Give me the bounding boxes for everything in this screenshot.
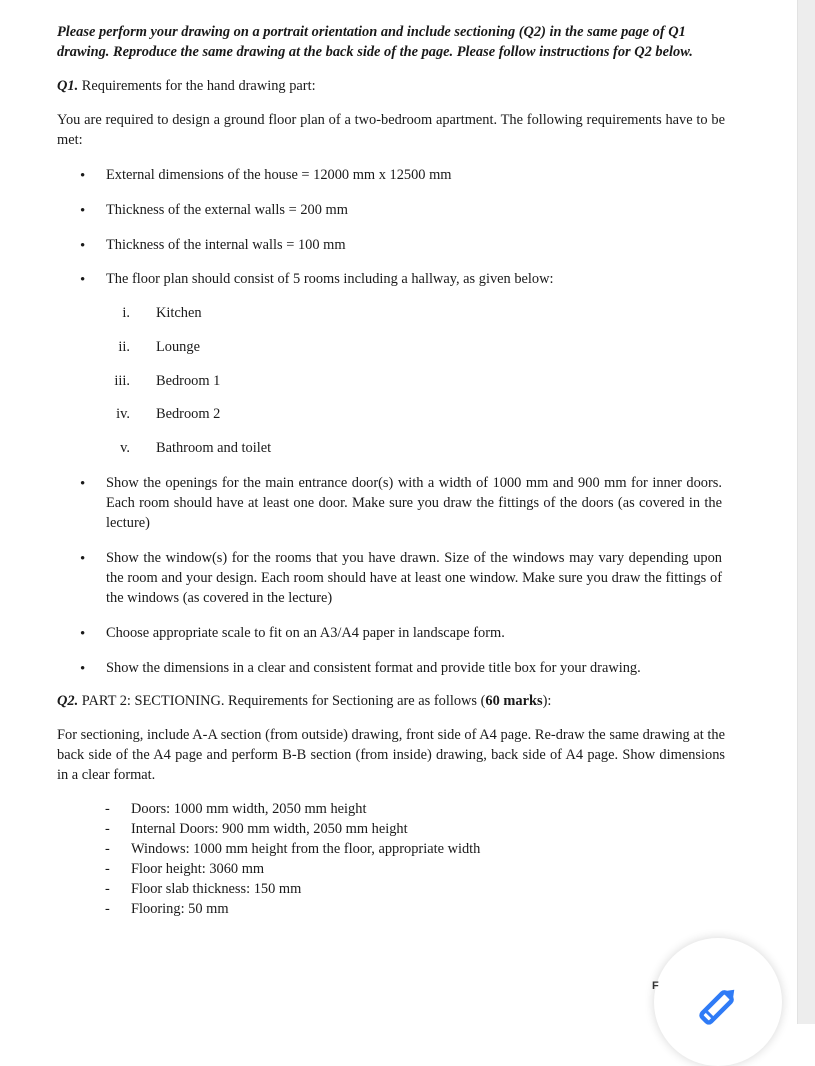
dash-marker: - <box>105 821 110 837</box>
bullet-doors: Show the openings for the main entrance door(s) with a width of 1000 mm and 900 mm for inner doors. Each room should have at least one door. Make sure you draw the fittings of the doors (as covered in the lecture) <box>106 475 722 531</box>
fab-label: F <box>652 980 659 992</box>
bullet-marker: • <box>80 626 86 642</box>
bullet-floor-plan: The floor plan should consist of 5 rooms including a hallway, as given below: <box>106 271 554 287</box>
dash-marker: - <box>105 841 110 857</box>
q2-label: Q2. <box>57 693 79 709</box>
bullet-external-dimensions: External dimensions of the house = 12000 mm x 12500 mm <box>106 167 452 183</box>
scrollbar-track[interactable] <box>797 0 815 1024</box>
room-bedroom-2: Bedroom 2 <box>156 406 221 422</box>
bullet-internal-walls: Thickness of the internal walls = 100 mm <box>106 237 346 253</box>
room-bathroom: Bathroom and toilet <box>156 440 272 456</box>
q1-heading-text: Requirements for the hand drawing part: <box>78 78 316 94</box>
room-number: i. <box>122 305 130 321</box>
q2-heading-text: PART 2: SECTIONING. Requirements for Sectioning are as follows ( <box>78 693 486 709</box>
spec-floor-height: Floor height: 3060 mm <box>131 861 265 877</box>
bullet-marker: • <box>80 476 86 492</box>
q2-heading <box>57 691 725 711</box>
room-number: iv. <box>116 406 130 422</box>
spec-windows: Windows: 1000 mm height from the floor, appropriate width <box>131 841 481 857</box>
bullet-marker: • <box>80 551 86 567</box>
q2-marks: 60 marks <box>485 693 543 709</box>
q2-heading-end: ): <box>542 693 552 709</box>
q1-description: You are required to design a ground floor plan of a two-bedroom apartment. The following requirements have to be met: <box>57 112 725 148</box>
bullet-marker: • <box>80 238 86 254</box>
dash-marker: - <box>105 801 110 817</box>
room-number: iii. <box>114 373 130 389</box>
room-number: ii. <box>118 339 130 355</box>
bullet-windows: Show the window(s) for the rooms that you have drawn. Size of the windows may vary depending upon the room and your design. Each room should have at least one window. Make sure you draw the fittings of the windows (as covered in the lecture) <box>106 550 722 606</box>
intro-line-1: Please perform your drawing on a portrait orientation and include sectioning (Q2) in the same page of Q1 <box>57 24 686 40</box>
dash-marker: - <box>105 861 110 877</box>
q2-description: For sectioning, include A-A section (from outside) drawing, front side of A4 page. Re-draw the same drawing at the back side of the A4 page and perform B-B section (from inside) drawing, back side of A4 page. Show dimensions in a clear format. <box>57 727 725 783</box>
bullet-marker: • <box>80 203 86 219</box>
intro-line-2: drawing. Reproduce the same drawing at the back side of the page. Please follow instructions for Q2 below. <box>57 44 693 60</box>
bullet-dimensions: Show the dimensions in a clear and consistent format and provide title box for your drawing. <box>106 660 641 676</box>
q1-label: Q1. <box>57 78 79 94</box>
spec-flooring: Flooring: 50 mm <box>131 901 229 917</box>
spec-internal-doors: Internal Doors: 900 mm width, 2050 mm height <box>131 821 408 837</box>
room-number: v. <box>120 440 130 456</box>
room-bedroom-1: Bedroom 1 <box>156 373 221 389</box>
dash-marker: - <box>105 881 110 897</box>
spec-slab-thickness: Floor slab thickness: 150 mm <box>131 881 302 897</box>
bullet-marker: • <box>80 661 86 677</box>
spec-doors: Doors: 1000 mm width, 2050 mm height <box>131 801 367 817</box>
q1-heading <box>57 76 725 96</box>
bullet-marker: • <box>80 168 86 184</box>
bullet-external-walls: Thickness of the external walls = 200 mm <box>106 202 348 218</box>
room-lounge: Lounge <box>156 339 200 355</box>
dash-marker: - <box>105 901 110 917</box>
bullet-marker: • <box>80 272 86 288</box>
pencil-icon[interactable] <box>692 980 744 1032</box>
room-kitchen: Kitchen <box>156 305 202 321</box>
bullet-scale: Choose appropriate scale to fit on an A3/A4 paper in landscape form. <box>106 625 505 641</box>
